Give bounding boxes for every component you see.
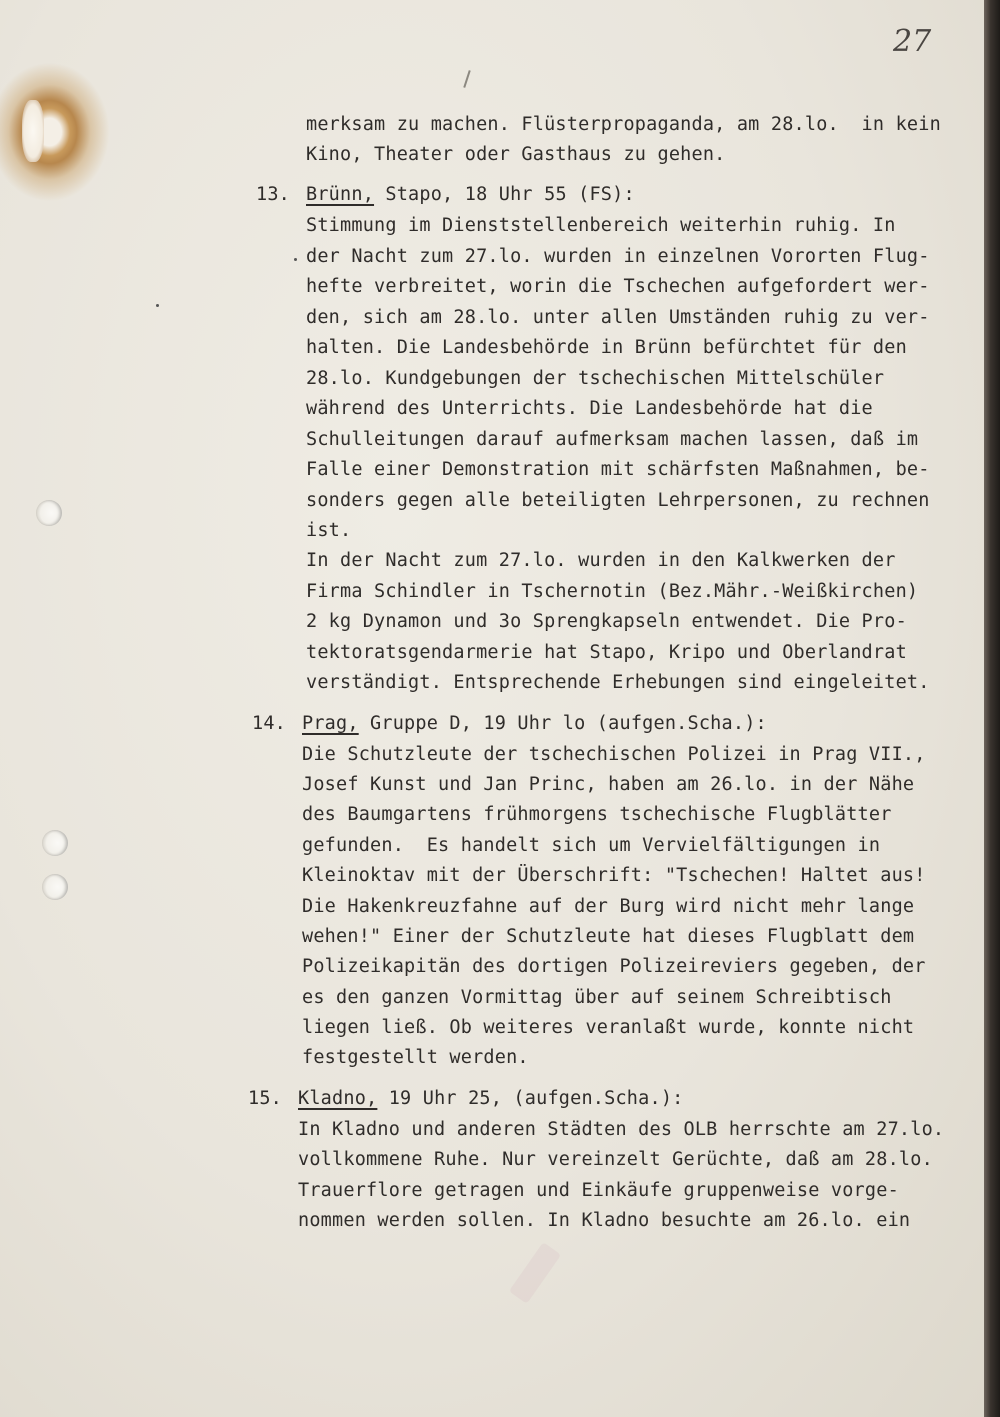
text-line: halten. Die Landesbehörde in Brünn befürchtet für den (306, 337, 907, 358)
text-line: Trauerflore getragen und Einkäufe gruppenweise vorge- (298, 1180, 899, 1201)
text-line: liegen ließ. Ob weiteres veranlaßt wurde, konnte nicht (302, 1017, 915, 1038)
text-line: Polizeikapitän des dortigen Polizeireviers gegeben, der (302, 956, 926, 977)
text-line: 2 kg Dynamon und 3o Sprengkapseln entwendet. Die Pro- (306, 611, 907, 632)
text-line: der Nacht zum 27.lo. wurden in einzelnen Vororten Flug- (306, 246, 930, 267)
entry-place: Prag, (302, 713, 359, 734)
text-line: Stimmung im Dienststellenbereich weiterhin ruhig. In (306, 215, 896, 236)
entry-heading-rest: Gruppe D, 19 Uhr lo (aufgen.Scha.): (358, 713, 767, 734)
text-line: Die Schutzleute der tschechischen Polizei in Prag VII., (302, 744, 926, 765)
text-line: festgestellt werden. (302, 1047, 529, 1068)
text-line: vollkommene Ruhe. Nur vereinzelt Gerüchte, daß am 28.lo. (298, 1149, 933, 1170)
scan-edge (984, 0, 1000, 1417)
text-line: nommen werden sollen. In Kladno besuchte am 26.lo. ein (298, 1210, 911, 1231)
entry-place: Brünn, (306, 184, 375, 205)
text-line: verständigt. Entsprechende Erhebungen sind eingeleitet. (306, 672, 930, 693)
text-line: tektoratsgendarmerie hat Stapo, Kripo und Oberlandrat (306, 642, 907, 663)
entry-number: 14. (252, 713, 287, 734)
entry-number: 13. (256, 184, 291, 205)
text-line: gefunden. Es handelt sich um Vervielfältigungen in (302, 835, 881, 856)
faint-stamp (509, 1242, 561, 1304)
text-line: merksam zu machen. Flüsterpropaganda, am 28.lo. in kein (306, 114, 941, 135)
entry-heading-rest: 19 Uhr 25, (aufgen.Scha.): (377, 1088, 684, 1109)
text-line: Schulleitungen darauf aufmerksam machen lassen, daß im (306, 429, 919, 450)
entry-heading (306, 180, 635, 210)
text-line: den, sich am 28.lo. unter allen Umständen ruhig zu ver- (306, 307, 930, 328)
text-line: Kleinoktav mit der Überschrift: "Tschechen! Haltet aus! (302, 865, 926, 886)
entry-number: 15. (248, 1088, 283, 1109)
entry-heading-rest: Stapo, 18 Uhr 55 (FS): (374, 184, 635, 205)
entry-heading (302, 709, 767, 739)
text-line: Kino, Theater oder Gasthaus zu gehen. (306, 144, 726, 165)
text-line: 28.lo. Kundgebungen der tschechischen Mittelschüler (306, 368, 885, 389)
text-line: es den ganzen Vormittag über auf seinem Schreibtisch (302, 987, 892, 1008)
text-line: In der Nacht zum 27.lo. wurden in den Kalkwerken der (306, 550, 896, 571)
text-line: des Baumgartens frühmorgens tschechische Flugblätter (302, 804, 892, 825)
text-line: hefte verbreitet, worin die Tschechen aufgefordert wer- (306, 276, 930, 297)
page-number: 27 (893, 24, 932, 59)
text-line: ist. (306, 520, 352, 541)
entry-place: Kladno, (298, 1088, 378, 1109)
text-line: Falle einer Demonstration mit schärfsten Maßnahmen, be- (306, 459, 930, 480)
text-line: Die Hakenkreuzfahne auf der Burg wird nicht mehr lange (302, 896, 915, 917)
text-line: In Kladno und anderen Städten des OLB herrschte am 27.lo. (298, 1119, 945, 1140)
entry-heading (298, 1084, 684, 1114)
text-line: Firma Schindler in Tschernotin (Bez.Mähr.-Weißkirchen) (306, 581, 919, 602)
text-line: sonders gegen alle beteiligten Lehrpersonen, zu rechnen (306, 490, 930, 511)
text-line: wehen!" Einer der Schutzleute hat dieses Flugblatt dem (302, 926, 915, 947)
text-line: während des Unterrichts. Die Landesbehörde hat die (306, 398, 873, 419)
text-line: Josef Kunst und Jan Princ, haben am 26.lo. in der Nähe (302, 774, 915, 795)
